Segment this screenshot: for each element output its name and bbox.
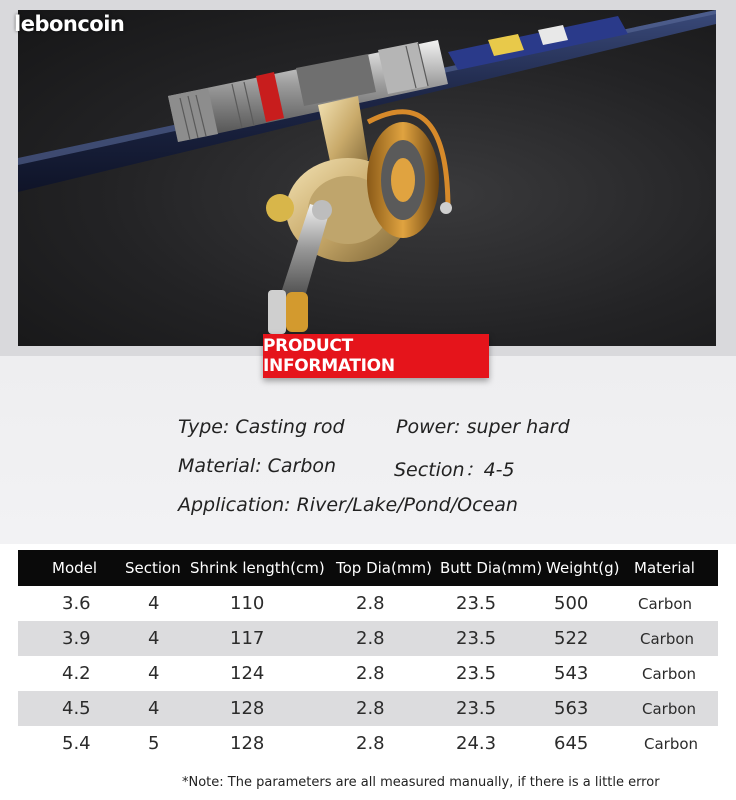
cell-shrink: 128 xyxy=(230,733,265,754)
product-information-panel xyxy=(0,336,736,544)
cell-top-dia: 2.8 xyxy=(356,593,385,614)
header-weight: Weight(g) xyxy=(546,559,620,577)
cell-material: Carbon xyxy=(640,629,695,648)
cell-butt-dia: 23.5 xyxy=(456,628,497,649)
cell-top-dia: 2.8 xyxy=(356,733,385,754)
cell-model: 4.2 xyxy=(62,663,91,684)
spec-material: Material: Carbon xyxy=(178,455,337,477)
spec-power: Power: super hard xyxy=(396,416,570,438)
cell-shrink: 124 xyxy=(230,663,265,684)
cell-butt-dia: 24.3 xyxy=(456,733,497,754)
cell-model: 3.6 xyxy=(62,593,91,614)
cell-top-dia: 2.8 xyxy=(356,628,385,649)
cell-section: 4 xyxy=(148,593,160,614)
cell-model: 5.4 xyxy=(62,733,91,754)
fishing-rod-reel-illustration xyxy=(18,10,716,346)
table-row xyxy=(18,726,718,761)
header-shrink-length: Shrink length(cm) xyxy=(190,559,325,577)
cell-material: Carbon xyxy=(642,699,697,718)
cell-shrink: 117 xyxy=(230,628,265,649)
table-row xyxy=(18,621,718,656)
header-material: Material xyxy=(634,559,695,577)
cell-section: 5 xyxy=(148,733,160,754)
cell-weight: 500 xyxy=(554,593,589,614)
cell-shrink: 128 xyxy=(230,698,265,719)
cell-section: 4 xyxy=(148,698,160,719)
cell-section: 4 xyxy=(148,663,160,684)
cell-model: 3.9 xyxy=(62,628,91,649)
cell-top-dia: 2.8 xyxy=(356,698,385,719)
header-butt-dia: Butt Dia(mm) xyxy=(440,559,543,577)
measurement-note: *Note: The parameters are all measured manually, if there is a little error xyxy=(182,775,660,790)
table-row xyxy=(18,586,718,621)
table-header xyxy=(18,550,718,586)
cell-butt-dia: 23.5 xyxy=(456,698,497,719)
cell-top-dia: 2.8 xyxy=(356,663,385,684)
spec-application: Application: River/Lake/Pond/Ocean xyxy=(178,494,518,516)
cell-material: Carbon xyxy=(642,664,697,683)
product-photo xyxy=(18,10,716,346)
cell-weight: 522 xyxy=(554,628,589,649)
cell-section: 4 xyxy=(148,628,160,649)
brand-logo: leboncoin xyxy=(14,12,125,36)
cell-model: 4.5 xyxy=(62,698,91,719)
table-row xyxy=(18,656,718,691)
cell-butt-dia: 23.5 xyxy=(456,663,497,684)
specifications-table xyxy=(18,550,718,761)
cell-weight: 543 xyxy=(554,663,589,684)
header-section: Section xyxy=(125,559,181,577)
spec-type: Type: Casting rod xyxy=(178,416,345,438)
product-photo-area xyxy=(0,0,736,356)
table-row xyxy=(18,691,718,726)
cell-material: Carbon xyxy=(644,734,699,753)
cell-shrink: 110 xyxy=(230,593,265,614)
header-top-dia: Top Dia(mm) xyxy=(336,559,432,577)
spec-section: Section：4-5 xyxy=(394,459,515,481)
header-model: Model xyxy=(52,559,98,577)
cell-weight: 645 xyxy=(554,733,589,754)
cell-weight: 563 xyxy=(554,698,589,719)
cell-material: Carbon xyxy=(638,594,693,613)
cell-butt-dia: 23.5 xyxy=(456,593,497,614)
product-information-banner: PRODUCT INFORMATION xyxy=(263,334,489,378)
